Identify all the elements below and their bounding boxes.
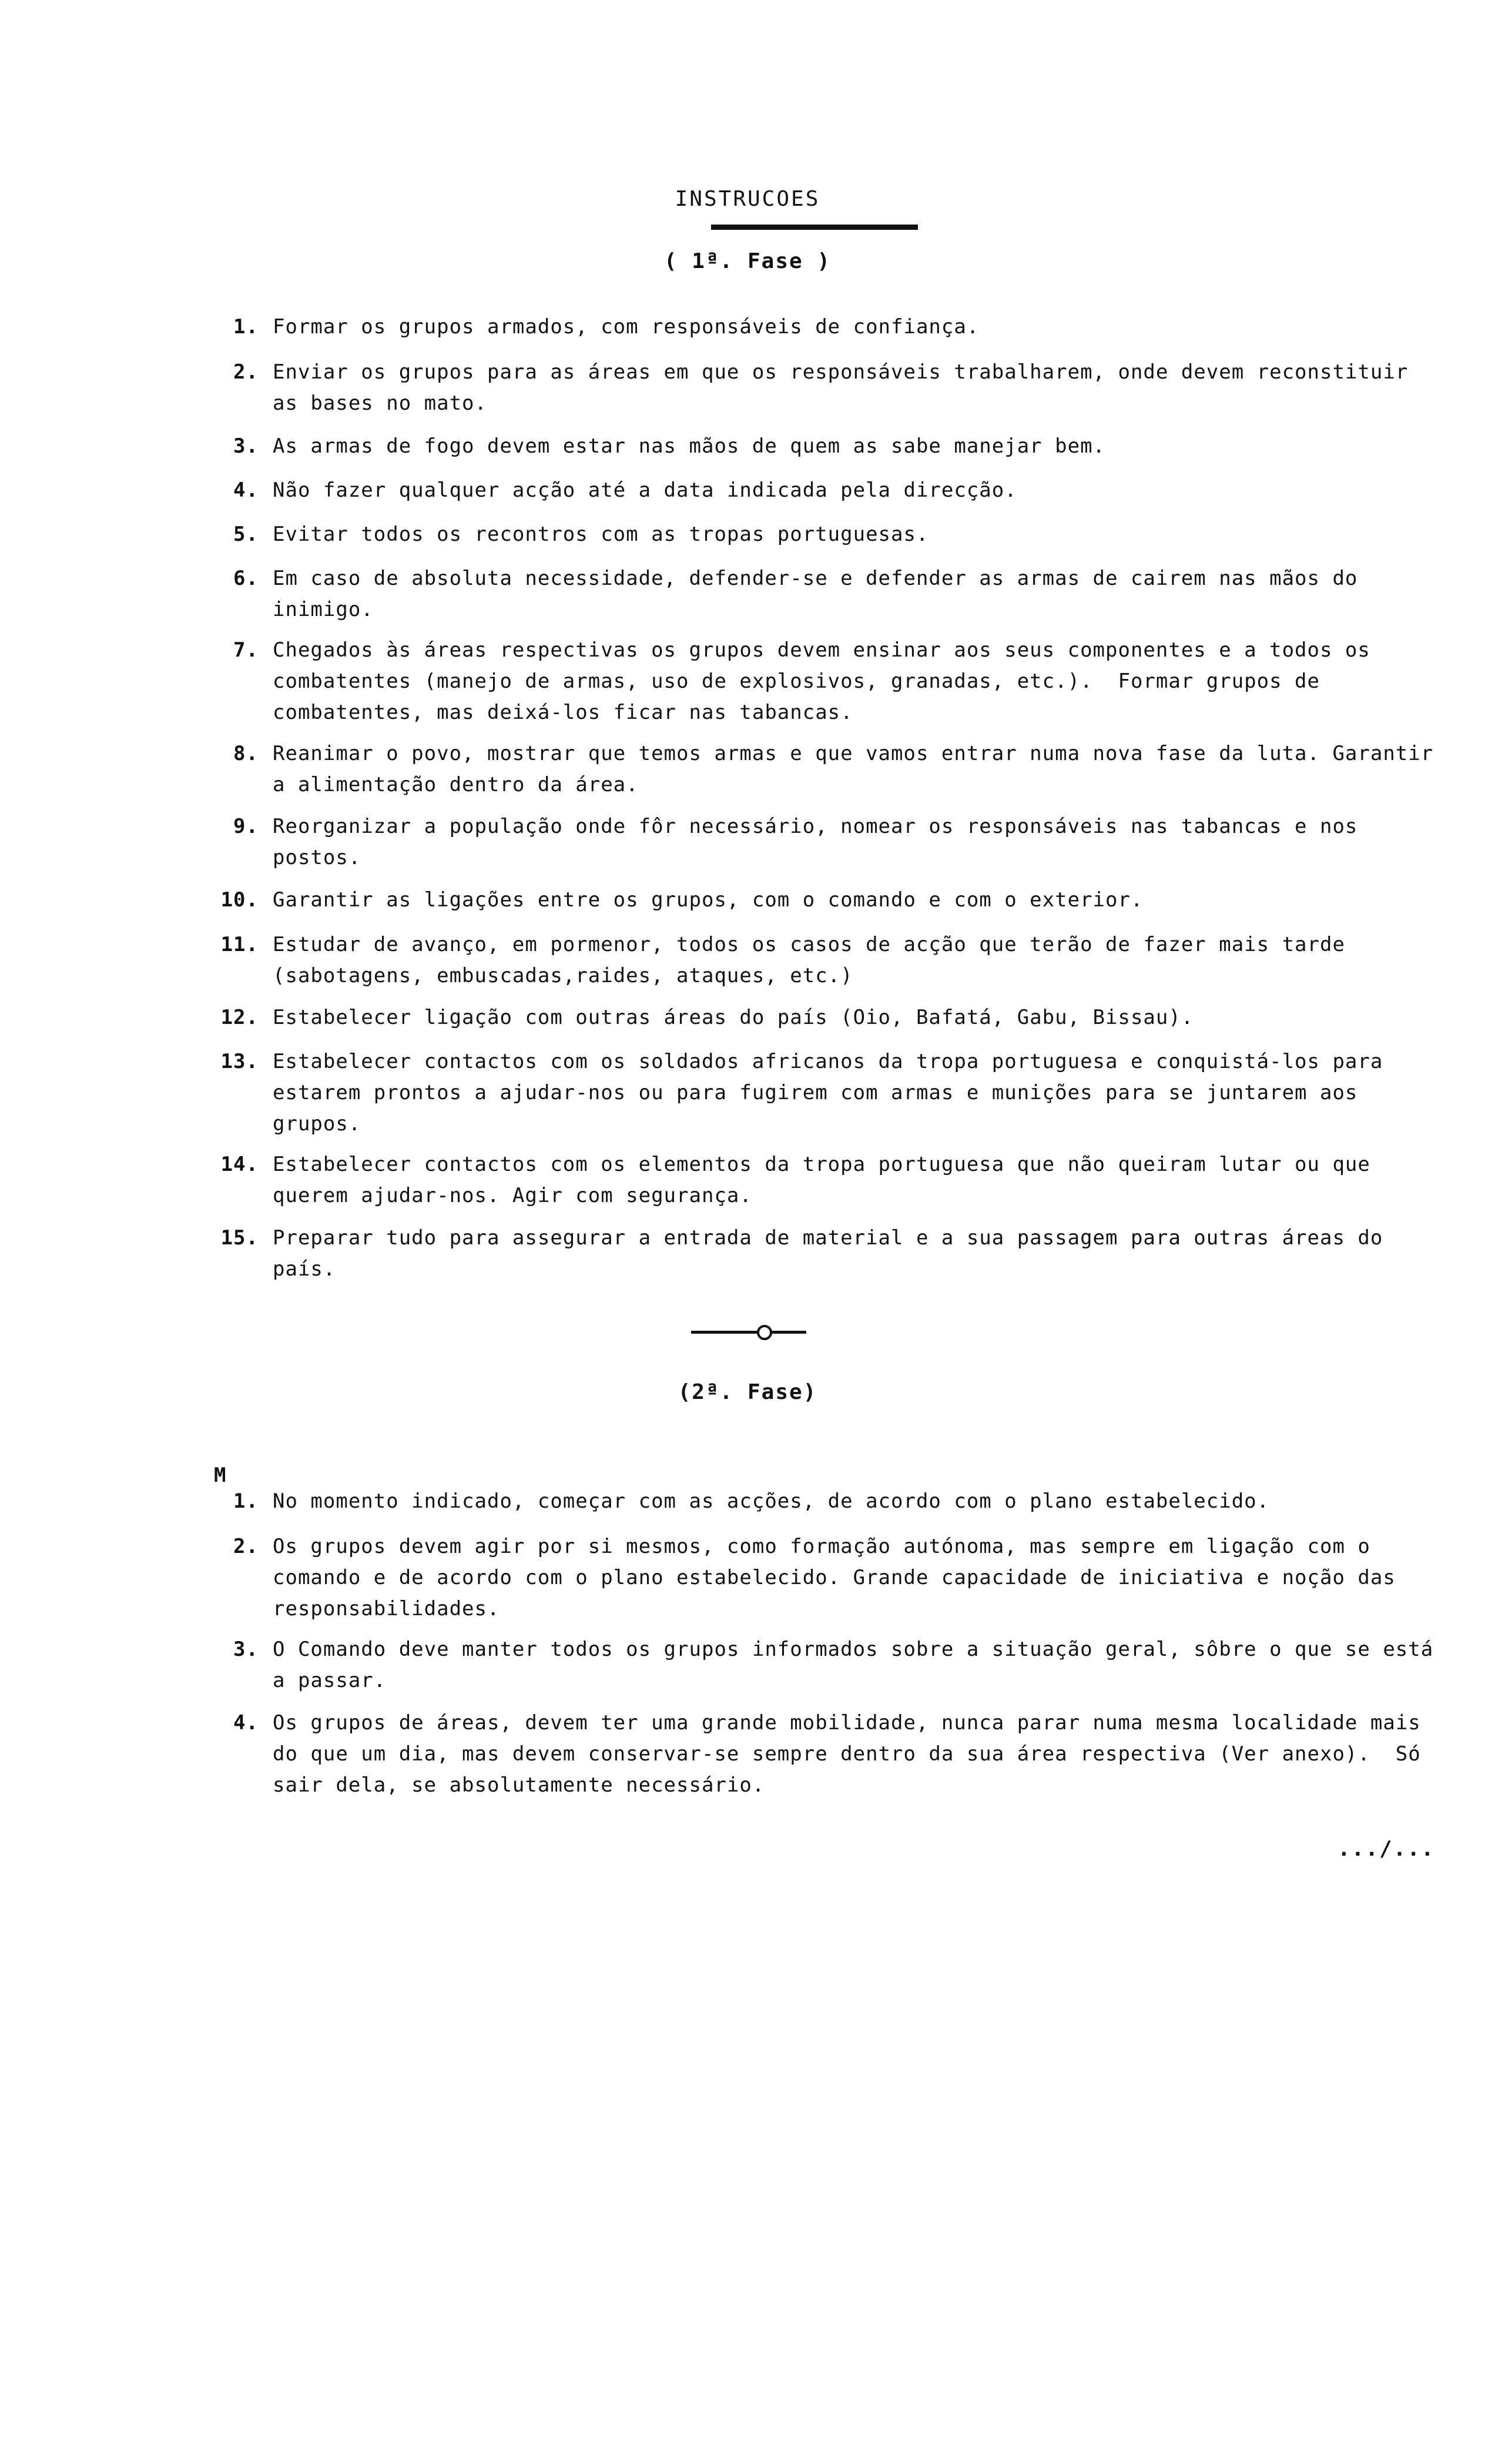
item-text: Evitar todos os recontros com as tropas portuguesas. <box>273 523 929 546</box>
item-number: 6. <box>233 567 259 590</box>
item-number: 2. <box>233 1535 259 1558</box>
item-number: 3. <box>233 434 259 458</box>
document-title: INSTRUCOES <box>675 187 820 211</box>
handwritten-mark: M <box>214 1464 226 1487</box>
item-text: Estudar de avanço, em pormenor, todos os casos de acção que terão de fazer mais tarde (sabotagens, embuscadas,raides, ataques, etc.) <box>273 933 1358 987</box>
item-text: Reanimar o povo, mostrar que temos armas e que vamos entrar numa nova fase da luta. Garantir a alimentação dentro da área. <box>273 742 1446 796</box>
item-text: Os grupos devem agir por si mesmos, como formação autónoma, mas sempre em ligação com o comando e de acordo com o plano estabelecido. Grande capacidade de iniciativa e noção das responsabilidades. <box>273 1535 1409 1621</box>
item-number: 7. <box>233 638 259 662</box>
item-number: 9. <box>233 815 259 838</box>
item-number: 1. <box>233 1489 259 1513</box>
item-number: 8. <box>233 742 259 765</box>
item-text: Estabelecer ligação com outras áreas do país (Oio, Bafatá, Gabu, Bissau). <box>273 1006 1194 1029</box>
continuation-mark: .../... <box>1338 1837 1435 1861</box>
item-text: Garantir as ligações entre os grupos, com o comando e com o exterior. <box>273 888 1144 912</box>
item-number: 1. <box>233 315 259 339</box>
item-text: Chegados às áreas respectivas os grupos devem ensinar aos seus componentes e a todos os combatentes (manejo de armas, uso de explosivos, granadas, etc.). Formar grupos de combatentes, mas deixá-los ficar nas tabancas. <box>273 638 1383 724</box>
item-number: 13. <box>220 1050 259 1073</box>
item-text: Não fazer qualquer acção até a data indicada pela direcção. <box>273 478 1017 502</box>
item-number: 3. <box>233 1638 259 1661</box>
phase2-heading: (2ª. Fase) <box>678 1380 817 1404</box>
item-number: 4. <box>233 1711 259 1735</box>
section-divider <box>691 1331 806 1334</box>
item-text: Enviar os grupos para as áreas em que os responsáveis trabalharem, onde devem reconstituir as bases no mato. <box>273 360 1421 415</box>
item-text: Estabelecer contactos com os soldados africanos da tropa portuguesa e conquistá-los para estarem prontos a ajudar-nos ou para fugirem com armas e munições para se juntarem aos grupos. <box>273 1050 1396 1136</box>
item-number: 5. <box>233 523 259 546</box>
title-underline <box>711 225 918 230</box>
item-text: Em caso de absoluta necessidade, defender-se e defender as armas de cairem nas mãos do inimigo. <box>273 567 1370 621</box>
item-text: Preparar tudo para assegurar a entrada de material e a sua passagem para outras áreas do país. <box>273 1226 1396 1281</box>
item-number: 2. <box>233 360 259 384</box>
item-number: 12. <box>220 1006 259 1029</box>
item-number: 10. <box>220 888 259 912</box>
item-number: 11. <box>220 933 259 956</box>
item-number: 15. <box>220 1226 259 1250</box>
item-text: O Comando deve manter todos os grupos informados sobre a situação geral, sôbre o que se está a passar. <box>273 1638 1446 1692</box>
item-text: Estabelecer contactos com os elementos da tropa portuguesa que não queiram lutar ou que querem ajudar-nos. Agir com segurança. <box>273 1153 1383 1207</box>
section-divider-dot <box>757 1325 772 1340</box>
item-text: As armas de fogo devem estar nas mãos de quem as sabe manejar bem. <box>273 434 1106 458</box>
item-text: Reorganizar a população onde fôr necessário, nomear os responsáveis nas tabancas e nos postos. <box>273 815 1370 869</box>
item-text: Os grupos de áreas, devem ter uma grande mobilidade, nunca parar numa mesma localidade mais do que um dia, mas devem conservar-se sempre dentro da sua área respectiva (Ver anexo). Só sair dela, se absolutamente necessário. <box>273 1711 1434 1797</box>
item-number: 14. <box>220 1153 259 1176</box>
item-number: 4. <box>233 478 259 502</box>
phase1-heading: ( 1ª. Fase ) <box>663 249 832 273</box>
item-text: Formar os grupos armados, com responsáveis de confiança. <box>273 315 980 339</box>
item-text: No momento indicado, começar com as acções, de acordo com o plano estabelecido. <box>273 1489 1270 1513</box>
